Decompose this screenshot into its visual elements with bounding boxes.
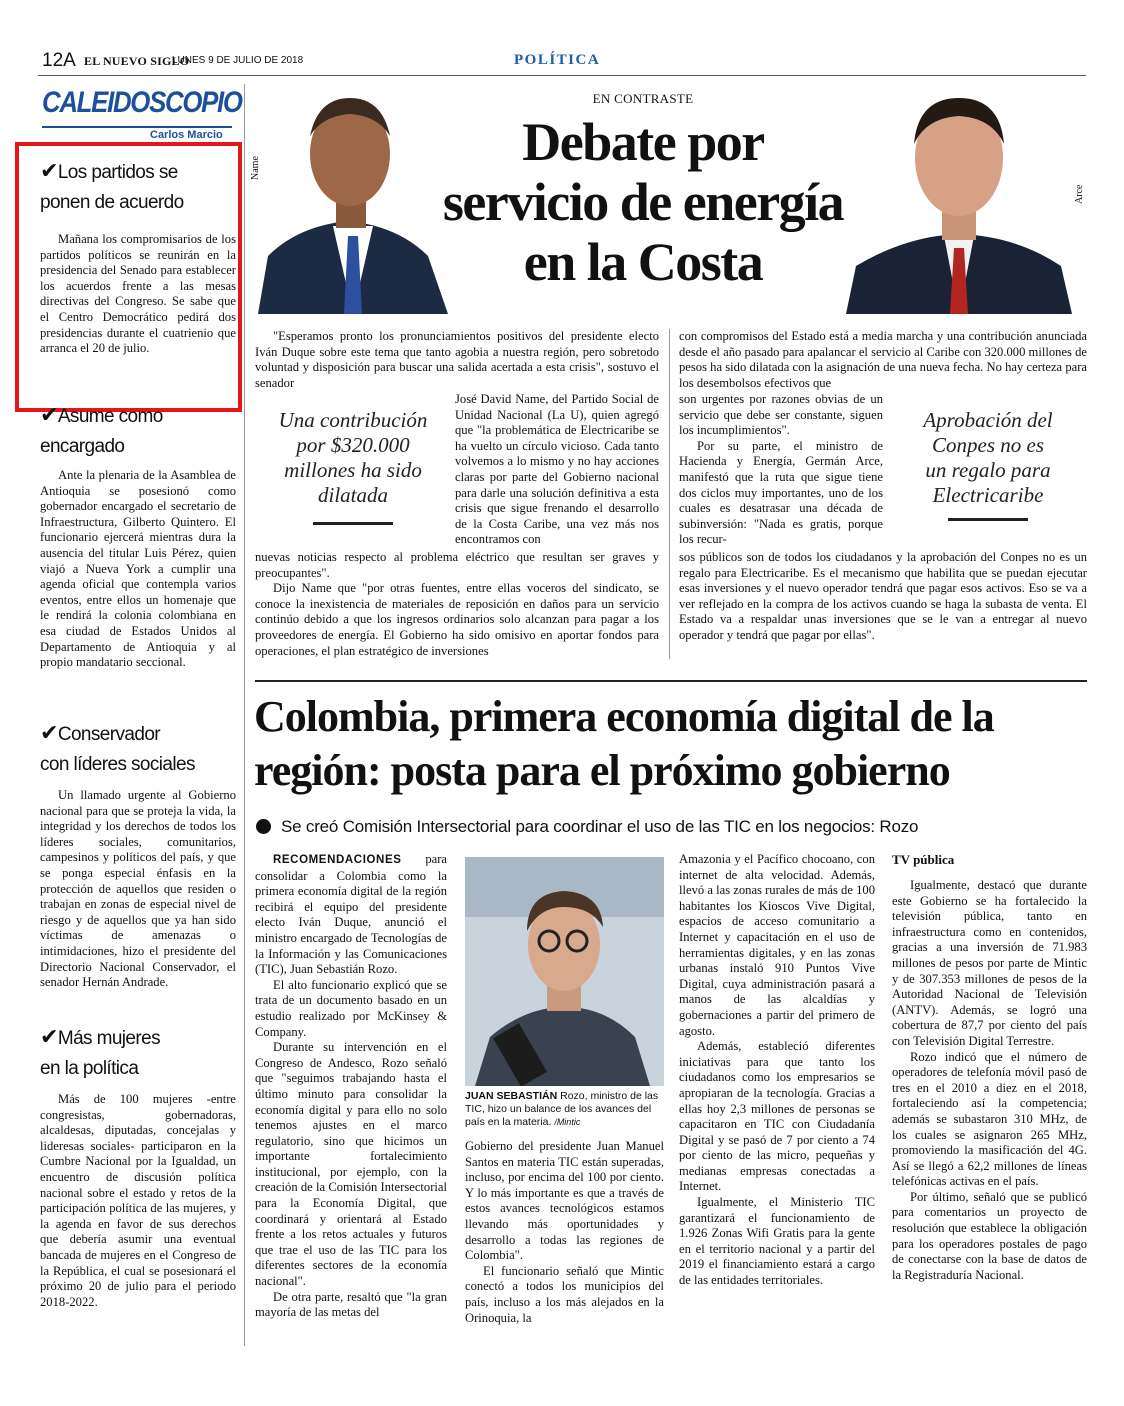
story1-headline: Debate por servicio de energía en la Costa (442, 112, 844, 292)
photo-arce-caption: Arce (1074, 184, 1085, 204)
column-author: Carlos Marcio (150, 129, 223, 141)
issue-date: LUNES 9 DE JULIO DE 2018 (172, 55, 304, 66)
story2-col3: Amazonia y el Pacífico chocoano, con internet de alta velocidad. Además, llevó a las zonas rurales de más de 100 habitantes los Kioscos Vive Digital, espacios de acceso comunitario a Internet y capacitación en el uso de herramientas digitales, y en las zonas urbanas instaló 910 Puntos Vive Digital, cuya administración pasará a manos de las alcaldías y gobernaciones a partir del primero de agosto. Además, estableció diferentes iniciativas para que tanto los ciudadanos como los empresarios se apropiaran de la tecnología. Gracias a ellas hoy 2,3 millones de personas se capacitaron en TIC con Ciudadanía Digital y se pasó de 7 por ciento a 74 por ciento de las micro, pequeñas y medianas empresas conectadas a Internet. Igualmente, el Ministerio TIC garantizará el funcionamiento de 1.926 Zonas Wifi Gratis para la gente en el territorio nacional y a partir del 2019 el financiamiento estará a cargo de las entidades territoriales. (679, 852, 875, 1288)
column-item-heading: ✔Asume como encargado (40, 402, 163, 457)
page-header (38, 50, 1086, 74)
section-name: POLÍTICA (514, 52, 601, 68)
column-item-text: Más de 100 mujeres -entre congresistas, gobernadoras, alcaldesas, diputadas, concejalas y lideresas sociales- participaron en la Cumbre Nacional por la Igualdad, un encuentro de discusión política nacional sobre el estado y retos de la participación política de las mujeres, y la agenda en favor de sus derechos que debería asumir una eventual bancada de mujeres en el Congreso de la República, el cual se posesionará el próximo 20 de julio para el periodo 2018-2022. (40, 1092, 236, 1309)
photo-caption-text: Rozo, ministro de las TIC, hizo un balance de los avances del país en la materia. (465, 1090, 659, 1128)
story1-col1-bottom: nuevas noticias respecto al problema eléctrico que resultan ser graves y preocupantes". Dijo Name que "por otras fuentes, entre ellas voceros del sindicato, se conoce la inexistencia de materiales de reposición en daños para un servicio continúo debido a que los ingresos ordinarios solo alcanzan para pagar a los proveedores de energía. El Gobierno ha sido omisivo en aportar fondos para operaciones, el plan estratégico de inversiones (255, 550, 659, 658)
photo-caption (465, 1090, 664, 1129)
photo-caption-name: JUAN SEBASTIÁN (465, 1090, 558, 1102)
column-item-1 (40, 156, 236, 357)
header-rule (38, 75, 1086, 76)
photo-arce (846, 86, 1072, 314)
story1-kicker: EN CONTRASTE (592, 91, 694, 106)
story1-col1-right: José David Name, del Partido Social de Unidad Nacional (La U), quien agregó que "la problemática de Electricaribe se ha vuelto un círculo vicioso. Cada tanto volvemos a lo mismo y no hay acciones claras por parte del Gobierno nacional para darle una solución definitiva a esta crisis que sigue frenando el desarrollo de la Costa Caribe, una vez más nos encontramos con (455, 392, 659, 547)
story1-col-divider (669, 329, 670, 659)
column-item-heading: ✔Los partidos se ponen de acuerdo (40, 158, 184, 213)
pull-quote-text: Una contribución por $320.000 millones ha sido dilatada (278, 408, 428, 507)
newspaper-name: EL NUEVO SIGLO (84, 54, 190, 68)
photo-credit: /Mintic (554, 1117, 581, 1127)
photo-name-caption: Name (250, 156, 261, 180)
story1-col2-bottom: sos públicos son de todos los ciudadanos y la aprobación del Conpes no es un regalo para Electricaribe. Es el mecanismo que habilita que se puedan ejecutar esas inversiones y el nuevo operador tendrá que pagar esos activos. Eso se va a ver reflejado en la compra de los activos cuando se haga la subasta de venta. El Estado va a respaldar unas inversiones que se le van a entregar al nuevo operador y tendrá que pagar por ellas". (679, 550, 1087, 642)
column-item-3 (40, 718, 236, 991)
column-divider (244, 84, 245, 1346)
column-title: CALEIDOSCOPIO (42, 86, 242, 119)
story2-headline: Colombia, primera economía digital de la región: posta para el próximo gobierno (254, 692, 994, 795)
story2-col4: TV pública Igualmente, destacó que durante este Gobierno se ha fortalecido la televisión pública, tanto en infraestructura como en contenidos, gracias a una inversión de 71.983 millones de pesos por parte de Mintic y de 307.353 millones de pesos de la Autoridad Nacional de Televisión (ANTV). Además, se logró una cobertura de 87,7 por ciento del país con Televisión Digital Terrestre. Rozo indicó que el número de operadores de telefonía móvil pasó de tres en el 2010 a diez en el 2018, fortaleciendo así la competencia; además se subastaron 310 MHz, de los cuales se asignaron 265 MHz, promoviendo la masificación del 4G. Así se llegó a 62,2 millones de líneas telefónicas activas en el país. Por último, señaló que se publicó para comentarios un proyecto de resolución que establece la obligación para los operadores postales de pago de conectarse con la base de datos de la Registraduría Nacional. (892, 852, 1087, 1282)
column-item-text: Ante la plenaria de la Asamblea de Antioquia se posesionó como gobernador encargado el secretario de Infraestructura, Gilberto Quintero. El funcionario ejercerá mientras dura la ausencia del titular Luis Pérez, quien viajó a Nueva York a cumplir una agenda oficial que contempla varios eventos, entre ellos un homenaje que le rendirá la colonia colombiana en esa ciudad de Estados Unidos al Departamento de Antioquia y al propio mandatario seccional. (40, 468, 236, 670)
pull-quote-text: Aprobación del Conpes no es un regalo para Electricaribe (923, 408, 1053, 507)
pull-quote-rule (313, 522, 393, 525)
story1-col1-top: "Esperamos pronto los pronunciamientos positivos del presidente electo Iván Duque sobre este tema que tanto agobia a nuestra región, pero sobretodo voluntad y disposición para buscar una salida acertada a esta crisis", sostuvo el senador (255, 329, 659, 390)
column-item-text: Mañana los compromisarios de los partidos políticos se reunirán en la presidencia del Senado para establecer los acuerdos frente a las mesas directivas del Congreso. Se sabe que el Centro Democrático pedirá dos presidencias durante el cuatrienio que arranca el 20 de julio. (40, 232, 236, 356)
page-number: 12A (42, 50, 76, 71)
column-item-text: Un llamado urgente al Gobierno nacional para que se proteja la vida, la integridad y los derechos de todos los líderes sociales, comunitarios, campesinos y políticos del país, y que se ponga especial énfasis en la protección de aquellos que residen o trabajan en zonas de especial nivel de riesgo y de aquellos que ya han sido víctimas de amenazas o intimidaciones, hizo el presidente del Directorio Nacional Conservador, el senador Hernán Andrade. (40, 788, 236, 990)
bullet-icon (256, 819, 271, 834)
section-subhead: TV pública (892, 852, 955, 867)
column-item-heading: ✔Conservador con líderes sociales (40, 720, 195, 775)
pull-quote-rule (948, 518, 1028, 521)
lead-word: RECOMENDACIONES (273, 854, 402, 866)
story-divider (255, 680, 1087, 682)
story2-col2: Gobierno del presidente Juan Manuel Santos en materia TIC están superadas, incluso, por encima del 100 por ciento. Y lo más importante es que a través de estos avances tecnológicos estamos llevando más oportunidades y desarrollo a todas las regiones de Colombia". El funcionario señaló que Mintic conectó a todos los municipios del país, incluso a los más alejados en la Orinoquia, la (465, 1139, 664, 1325)
check-icon: ✔ (40, 158, 58, 183)
photo-name (258, 86, 448, 314)
column-item-heading: ✔Más mujeres en la política (40, 1024, 160, 1079)
check-icon: ✔ (40, 1024, 58, 1049)
column-item-2 (40, 400, 236, 671)
column-item-4 (40, 1022, 236, 1310)
pull-quote-right (890, 408, 1086, 521)
story1-col2-top: con compromisos del Estado está a media marcha y una contribución anunciada desde el año pasado para apalancar el servicio al Caribe con 320.000 millones de pesos ha sido dilatada con la asignación de una nueva fecha. No hay certeza para los desembolsos efectivos que (679, 329, 1087, 390)
pull-quote-left (255, 408, 451, 525)
photo-rozo (465, 857, 664, 1086)
check-icon: ✔ (40, 402, 58, 427)
check-icon: ✔ (40, 720, 58, 745)
story2-subhead: Se creó Comisión Intersectorial para coordinar el uso de las TIC en los negocios: Rozo (256, 817, 1096, 837)
column-title-rule (42, 126, 232, 128)
story1-col2-left: son urgentes por razones obvias de un servicio que debe ser constante, siguen los incumplimientos". Por su parte, el ministro de Hacienda y Energía, Germán Arce, manifestó que la ruta que sigue tiene dos ciclos muy importantes, uno de los cuales es desatrasar una década de subinversión: "Nada es gratis, porque los recur- (679, 392, 883, 547)
story2-col1: RECOMENDACIONES para consolidar a Colombia como la primera economía digital de la región recibirá el equipo del presidente electo Iván Duque, anunció el ministro encargado de Tecnologías de la Información y las Comunicaciones (TIC), Juan Sebastián Rozo. El alto funcionario explicó que se trata de un documento basado en un estudio realizado por McKinsey & Company. Durante su intervención en el Congreso de Andesco, Rozo señaló que "seguimos trabajando hasta el último minuto para consolidar la economía digital y para ello no solo tenemos ajustes en el marco regulatorio, sino que hicimos un importante fortalecimiento institucional, por ejemplo, con la creación de la Comisión Intersectorial para la Economía Digital, que coordinará y orientará al Estado frente a los retos actuales y futuros que trae el uso de las TIC para los diferentes sectores de la economía nacional". De otra parte, resaltó que "la gran mayoría de las metas del (255, 852, 447, 1320)
